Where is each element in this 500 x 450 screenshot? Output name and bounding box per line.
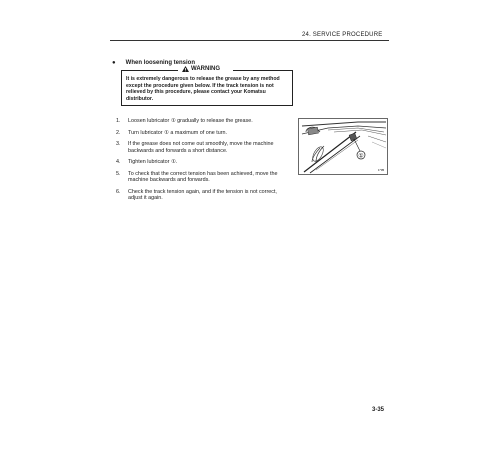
step-text: Turn lubricator ① a maximum of one turn. (128, 129, 228, 136)
section-title: When loosening tension (125, 60, 196, 66)
step-item (116, 189, 292, 202)
warning-title (182, 66, 220, 72)
step-text: Loosen lubricator ① gradually to release the grease. (128, 118, 253, 124)
figure-code: 1*05 (378, 168, 385, 172)
step-number: 6. (116, 188, 121, 195)
step-number: 2. (116, 129, 121, 136)
page-header-section: 24. SERVICE PROCEDURE (302, 32, 383, 38)
bullet: ● (112, 60, 116, 66)
step-item (116, 171, 292, 184)
step-item (116, 141, 292, 154)
step-number: 3. (116, 141, 121, 147)
step-number: 1. (116, 118, 121, 124)
step-item (116, 118, 292, 125)
warning-box (121, 66, 293, 106)
warning-title-text: WARNING (191, 66, 220, 72)
step-number: 4. (116, 159, 121, 165)
step-text: Tighten lubricator ①. (128, 159, 178, 165)
header-rule (110, 40, 389, 41)
warning-triangle-icon (182, 66, 189, 72)
warning-text: It is extremely dangerous to release the grease by any method except the procedure given below. If the track tension is not relieved by this procedure, please contact your Komatsu distributor. (126, 76, 280, 102)
procedure-steps (116, 118, 292, 207)
step-item (116, 130, 292, 137)
step-item (116, 159, 292, 166)
step-text: To check that the correct tension has been achieved, move the machine backwards and forwards. (128, 170, 278, 183)
lubricator-drawing (298, 118, 388, 175)
lubricator-illustration (298, 118, 388, 175)
step-text: If the grease does not come out smoothly, move the machine backwards and forwards a short distance. (128, 141, 274, 154)
step-text: Check the track tension again, and if the tension is not correct, adjust it again. (128, 188, 277, 201)
step-number: 5. (116, 170, 121, 177)
page-number: 3-35 (372, 407, 385, 413)
callout-label: ① (358, 153, 364, 160)
